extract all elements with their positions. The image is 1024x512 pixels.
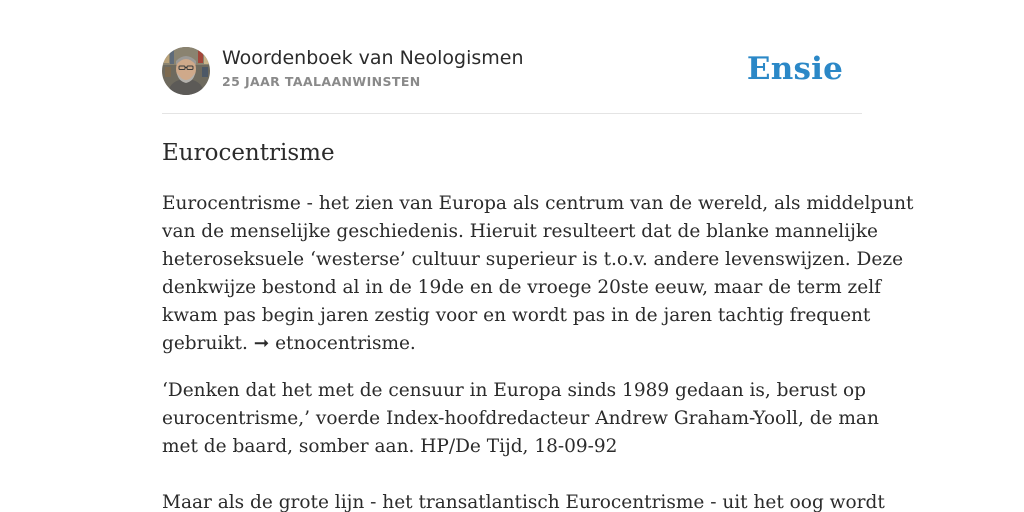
paragraph-spacer bbox=[162, 358, 862, 377]
site-title[interactable]: Woordenboek van Neologismen bbox=[222, 47, 524, 69]
quote-paragraph bbox=[162, 489, 885, 512]
brand-logo[interactable]: Ensie bbox=[746, 51, 843, 87]
quote-paragraph bbox=[162, 377, 879, 461]
definition-paragraph bbox=[162, 190, 914, 358]
header-divider bbox=[162, 113, 862, 114]
definition-line: gebruikt. ➞ etnocentrisme. bbox=[162, 333, 416, 354]
site-header bbox=[162, 46, 862, 96]
definition-line: heteroseksuele ‘westerse’ cultuur superieur is t.o.v. andere levenswijzen. Deze bbox=[162, 249, 904, 270]
definition-line: Eurocentrisme - het zien van Europa als centrum van de wereld, als middelpunt bbox=[162, 193, 914, 214]
site-subtitle: 25 JAAR TAALAANWINSTEN bbox=[222, 74, 421, 89]
quote-line: ‘Denken dat het met de censuur in Europa sinds 1989 gedaan is, berust op bbox=[162, 380, 867, 401]
author-portrait-icon[interactable] bbox=[162, 47, 210, 95]
paragraph-spacer bbox=[162, 461, 862, 489]
quote-line: Maar als de grote lijn - het transatlantisch Eurocentrisme - uit het oog wordt bbox=[162, 492, 885, 512]
definition-line: kwam pas begin jaren zestig voor en wordt pas in de jaren tachtig frequent bbox=[162, 305, 871, 326]
entry-title: Eurocentrisme bbox=[162, 140, 335, 166]
entry-content bbox=[162, 190, 914, 512]
definition-line: denkwijze bestond al in de 19de en de vroege 20ste eeuw, maar de term zelf bbox=[162, 277, 881, 298]
quote-line: met de baard, somber aan. HP/De Tijd, 18-09-92 bbox=[162, 436, 618, 457]
quote-line: eurocentrisme,’ voerde Index-hoofdredacteur Andrew Graham-Yooll, de man bbox=[162, 408, 879, 429]
definition-line: van de menselijke geschiedenis. Hieruit resulteert dat de blanke mannelijke bbox=[162, 221, 878, 242]
